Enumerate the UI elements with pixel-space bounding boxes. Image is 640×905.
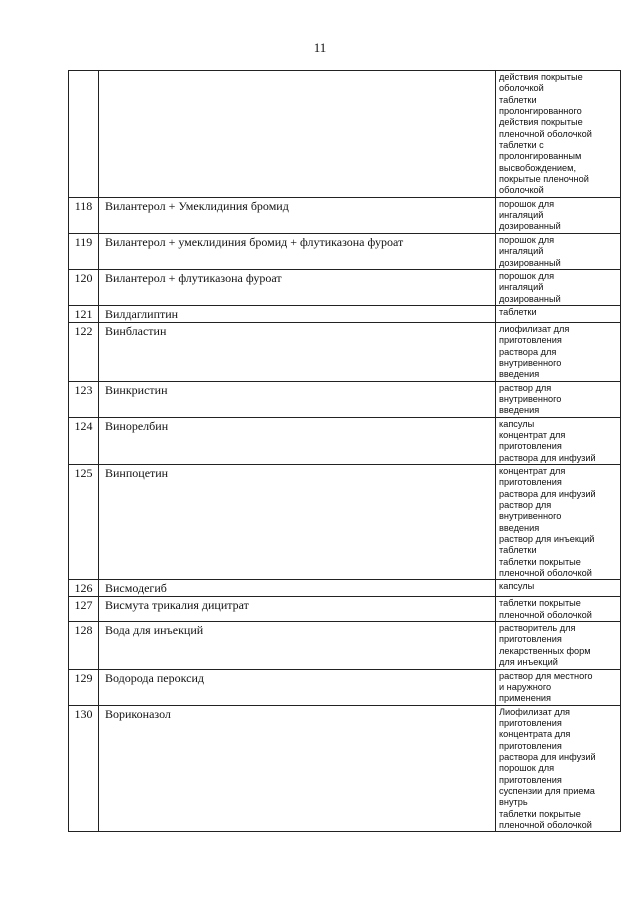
dosage-form-line: таблетки покрытые bbox=[499, 598, 581, 609]
dosage-forms bbox=[496, 597, 621, 622]
drug-name: Вилдаглиптин bbox=[99, 305, 496, 322]
dosage-form-line: таблетки bbox=[499, 545, 537, 556]
drug-table-body bbox=[69, 71, 621, 832]
table-row bbox=[69, 597, 621, 622]
dosage-form-line: приготовления bbox=[499, 634, 562, 645]
row-number: 121 bbox=[69, 305, 99, 322]
table-row bbox=[69, 669, 621, 705]
dosage-form-line: ингаляций bbox=[499, 282, 544, 293]
dosage-form-line: порошок для bbox=[499, 270, 555, 281]
dosage-form-line: внутривенного bbox=[499, 357, 562, 368]
dosage-form-line: ингаляций bbox=[499, 246, 544, 257]
dosage-form-line: таблетки bbox=[499, 94, 537, 105]
row-number: 125 bbox=[69, 465, 99, 580]
drug-name: Винбластин bbox=[99, 322, 496, 381]
dosage-form-line: приготовления bbox=[499, 477, 562, 488]
drug-name: Водорода пероксид bbox=[99, 669, 496, 705]
dosage-form-line: пленочной оболочкой bbox=[499, 568, 592, 579]
drug-name: Винпоцетин bbox=[99, 465, 496, 580]
row-number: 129 bbox=[69, 669, 99, 705]
dosage-form-line: капсулы bbox=[499, 418, 535, 429]
dosage-form-line: концентрат для bbox=[499, 466, 566, 476]
dosage-form-line: введения bbox=[499, 369, 540, 380]
table-row bbox=[69, 233, 621, 269]
dosage-form-line: раствора для инфузий bbox=[499, 452, 596, 463]
row-number bbox=[69, 71, 99, 198]
dosage-form-line: действия покрытые bbox=[499, 117, 583, 128]
row-number: 128 bbox=[69, 622, 99, 669]
dosage-form-line: оболочкой bbox=[499, 83, 544, 94]
drug-name bbox=[99, 71, 496, 198]
dosage-form-line: таблетки с bbox=[499, 140, 544, 151]
drug-name: Вилантерол + умеклидиния бромид + флутиказона фуроат bbox=[99, 233, 496, 269]
dosage-form-line: дозированный bbox=[499, 293, 561, 304]
row-number: 118 bbox=[69, 197, 99, 233]
drug-name: Вилантерол + флутиказона фуроат bbox=[99, 269, 496, 305]
row-number: 130 bbox=[69, 705, 99, 832]
dosage-form-line: лиофилизат для bbox=[499, 323, 570, 334]
dosage-form-line: Лиофилизат для bbox=[499, 706, 571, 717]
table-row bbox=[69, 580, 621, 597]
table-row bbox=[69, 381, 621, 417]
table-row bbox=[69, 622, 621, 669]
dosage-form-line: раствор для bbox=[499, 382, 552, 393]
dosage-form-line: пленочной оболочкой bbox=[499, 819, 592, 830]
dosage-form-line: введения bbox=[499, 522, 540, 533]
dosage-form-line: раствора для инфузий bbox=[499, 751, 596, 762]
drug-name: Вода для инъекций bbox=[99, 622, 496, 669]
table-row bbox=[69, 197, 621, 233]
dosage-form-line: дозированный bbox=[499, 221, 561, 232]
drug-name: Висмодегиб bbox=[99, 580, 496, 597]
dosage-forms bbox=[496, 233, 621, 269]
table-row bbox=[69, 269, 621, 305]
table-row bbox=[69, 417, 621, 464]
dosage-form-line: для инъекций bbox=[499, 657, 558, 668]
dosage-form-line: порошок для bbox=[499, 763, 555, 774]
dosage-forms bbox=[496, 269, 621, 305]
dosage-forms bbox=[496, 197, 621, 233]
table-row bbox=[69, 705, 621, 832]
dosage-form-line: раствора для инфузий bbox=[499, 488, 596, 499]
dosage-forms bbox=[496, 580, 621, 597]
dosage-forms bbox=[496, 622, 621, 669]
dosage-form-line: приготовления bbox=[499, 774, 562, 785]
row-number: 120 bbox=[69, 269, 99, 305]
dosage-form-line: лекарственных форм bbox=[499, 645, 591, 656]
dosage-form-line: таблетки покрытые bbox=[499, 808, 581, 819]
dosage-form-line: таблетки bbox=[499, 306, 537, 317]
dosage-form-line: раствора для bbox=[499, 346, 557, 357]
dosage-form-line: и наружного bbox=[499, 681, 552, 692]
dosage-form-line: приготовления bbox=[499, 717, 562, 728]
dosage-form-line: таблетки покрытые bbox=[499, 556, 581, 567]
dosage-forms bbox=[496, 381, 621, 417]
dosage-form-line: растворитель для bbox=[499, 623, 576, 634]
dosage-form-line: раствор для местного bbox=[499, 670, 593, 681]
dosage-form-line: концентрата для bbox=[499, 729, 571, 740]
dosage-forms bbox=[496, 71, 621, 198]
drug-table bbox=[68, 70, 621, 832]
dosage-form-line: высвобождением, bbox=[499, 162, 577, 173]
table-row bbox=[69, 322, 621, 381]
dosage-form-line: внутрь bbox=[499, 797, 528, 808]
dosage-form-line: приготовления bbox=[499, 740, 562, 751]
drug-name: Вилантерол + Умеклидиния бромид bbox=[99, 197, 496, 233]
dosage-form-line: концентрат для bbox=[499, 429, 566, 440]
dosage-form-line: раствор для bbox=[499, 500, 552, 511]
dosage-form-line: ингаляций bbox=[499, 210, 544, 221]
dosage-form-line: раствор для инъекций bbox=[499, 534, 595, 545]
dosage-form-line: покрытые пленочной bbox=[499, 174, 589, 185]
dosage-form-line: оболочкой bbox=[499, 185, 544, 196]
dosage-form-line: порошок для bbox=[499, 198, 555, 209]
dosage-form-line: пленочной оболочкой bbox=[499, 609, 592, 620]
dosage-form-line: приготовления bbox=[499, 335, 562, 346]
dosage-form-line: суспензии для приема bbox=[499, 785, 595, 796]
dosage-form-line: внутривенного bbox=[499, 511, 562, 522]
page-number: 11 bbox=[313, 40, 327, 55]
table-row bbox=[69, 71, 621, 198]
dosage-form-line: действия покрытые bbox=[499, 72, 583, 82]
dosage-form-line: порошок для bbox=[499, 234, 555, 245]
drug-name: Висмута трикалия дицитрат bbox=[99, 597, 496, 622]
table-row bbox=[69, 465, 621, 580]
dosage-form-line: капсулы bbox=[499, 581, 535, 592]
dosage-forms bbox=[496, 322, 621, 381]
row-number: 122 bbox=[69, 322, 99, 381]
dosage-form-line: применения bbox=[499, 693, 552, 704]
dosage-form-line: внутривенного bbox=[499, 393, 562, 404]
dosage-form-line: пролонгированным bbox=[499, 151, 582, 162]
dosage-forms bbox=[496, 417, 621, 464]
table-row bbox=[69, 305, 621, 322]
dosage-forms bbox=[496, 705, 621, 832]
drug-name: Винорелбин bbox=[99, 417, 496, 464]
dosage-form-line: пленочной оболочкой bbox=[499, 128, 592, 139]
dosage-form-line: дозированный bbox=[499, 257, 561, 268]
drug-name: Винкристин bbox=[99, 381, 496, 417]
drug-name: Вориконазол bbox=[99, 705, 496, 832]
dosage-form-line: введения bbox=[499, 405, 540, 416]
dosage-forms bbox=[496, 305, 621, 322]
dosage-form-line: приготовления bbox=[499, 441, 562, 452]
row-number: 126 bbox=[69, 580, 99, 597]
row-number: 127 bbox=[69, 597, 99, 622]
row-number: 123 bbox=[69, 381, 99, 417]
dosage-forms bbox=[496, 669, 621, 705]
row-number: 119 bbox=[69, 233, 99, 269]
dosage-form-line: пролонгированного bbox=[499, 106, 582, 117]
dosage-forms bbox=[496, 465, 621, 580]
row-number: 124 bbox=[69, 417, 99, 464]
